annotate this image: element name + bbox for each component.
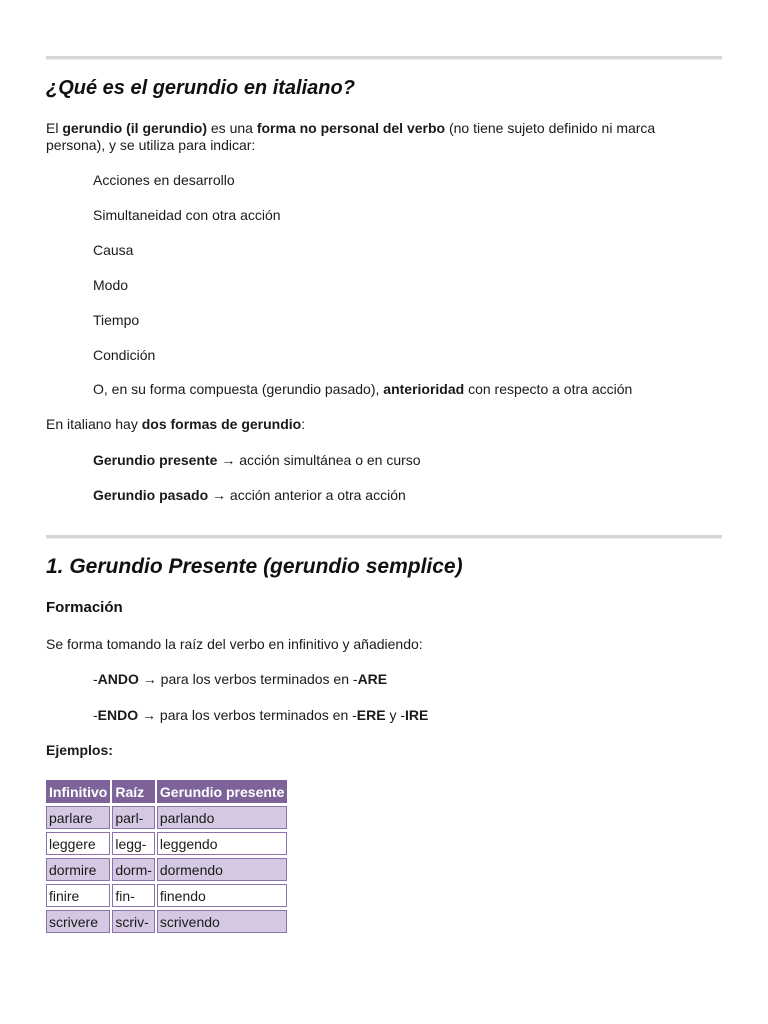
use-item: Condición — [93, 347, 156, 363]
rule-endo: -ENDO → para los verbos terminados en -ERE y -IRE — [93, 707, 429, 723]
section-title-gerundio: ¿Qué es el gerundio en italiano? — [46, 77, 355, 99]
table-cell: leggendo — [157, 832, 287, 855]
use-item: Modo — [93, 277, 129, 293]
table-header-row — [46, 780, 287, 803]
table-cell: scriv- — [112, 910, 155, 933]
table-cell: leggere — [46, 832, 110, 855]
table-cell: parlando — [157, 806, 287, 829]
column-header: Raíz — [112, 780, 155, 803]
gerundio-table — [44, 777, 289, 936]
table-cell: scrivendo — [157, 910, 287, 933]
table-cell: scrivere — [46, 910, 110, 933]
table-row — [46, 832, 287, 855]
table-cell: dorm- — [112, 858, 155, 881]
use-item: Simultaneidad con otra acción — [93, 207, 281, 223]
column-header: Gerundio presente — [157, 780, 287, 803]
table-cell: dormire — [46, 858, 110, 881]
formation-text: Se forma tomando la raíz del verbo en infinitivo y añadiendo: — [46, 636, 423, 652]
section-title-gerundio-presente: 1. Gerundio Presente (gerundio semplice) — [46, 555, 463, 578]
table-cell: fin- — [112, 884, 155, 907]
table-row — [46, 806, 287, 829]
use-item: Causa — [93, 242, 134, 258]
table-cell: finendo — [157, 884, 287, 907]
table-row — [46, 858, 287, 881]
top-divider — [46, 56, 722, 60]
table-cell: legg- — [112, 832, 155, 855]
column-header: Infinitivo — [46, 780, 110, 803]
examples-label: Ejemplos: — [46, 742, 113, 758]
form-item-pasado: Gerundio pasado → acción anterior a otra acción — [93, 487, 406, 503]
section-divider — [46, 535, 722, 539]
form-item-presente: Gerundio presente → acción simultánea o en curso — [93, 452, 421, 468]
use-item-compound: O, en su forma compuesta (gerundio pasado), anterioridad con respecto a otra acción — [93, 381, 633, 397]
table-row — [46, 884, 287, 907]
use-item: Tiempo — [93, 312, 140, 328]
table-cell: dormendo — [157, 858, 287, 881]
subtitle-formacion: Formación — [46, 599, 123, 616]
intro-paragraph: El gerundio (il gerundio) es una forma no personal del verbo (no tiene sujeto definido ni marca persona), y se utiliza para indicar: — [46, 120, 656, 153]
use-item: Acciones en desarrollo — [93, 172, 235, 188]
table-cell: parlare — [46, 806, 110, 829]
rule-ando: -ANDO → para los verbos terminados en -ARE — [93, 671, 388, 687]
table-row — [46, 910, 287, 933]
table-cell: finire — [46, 884, 110, 907]
forms-intro: En italiano hay dos formas de gerundio: — [46, 416, 306, 432]
table-cell: parl- — [112, 806, 155, 829]
